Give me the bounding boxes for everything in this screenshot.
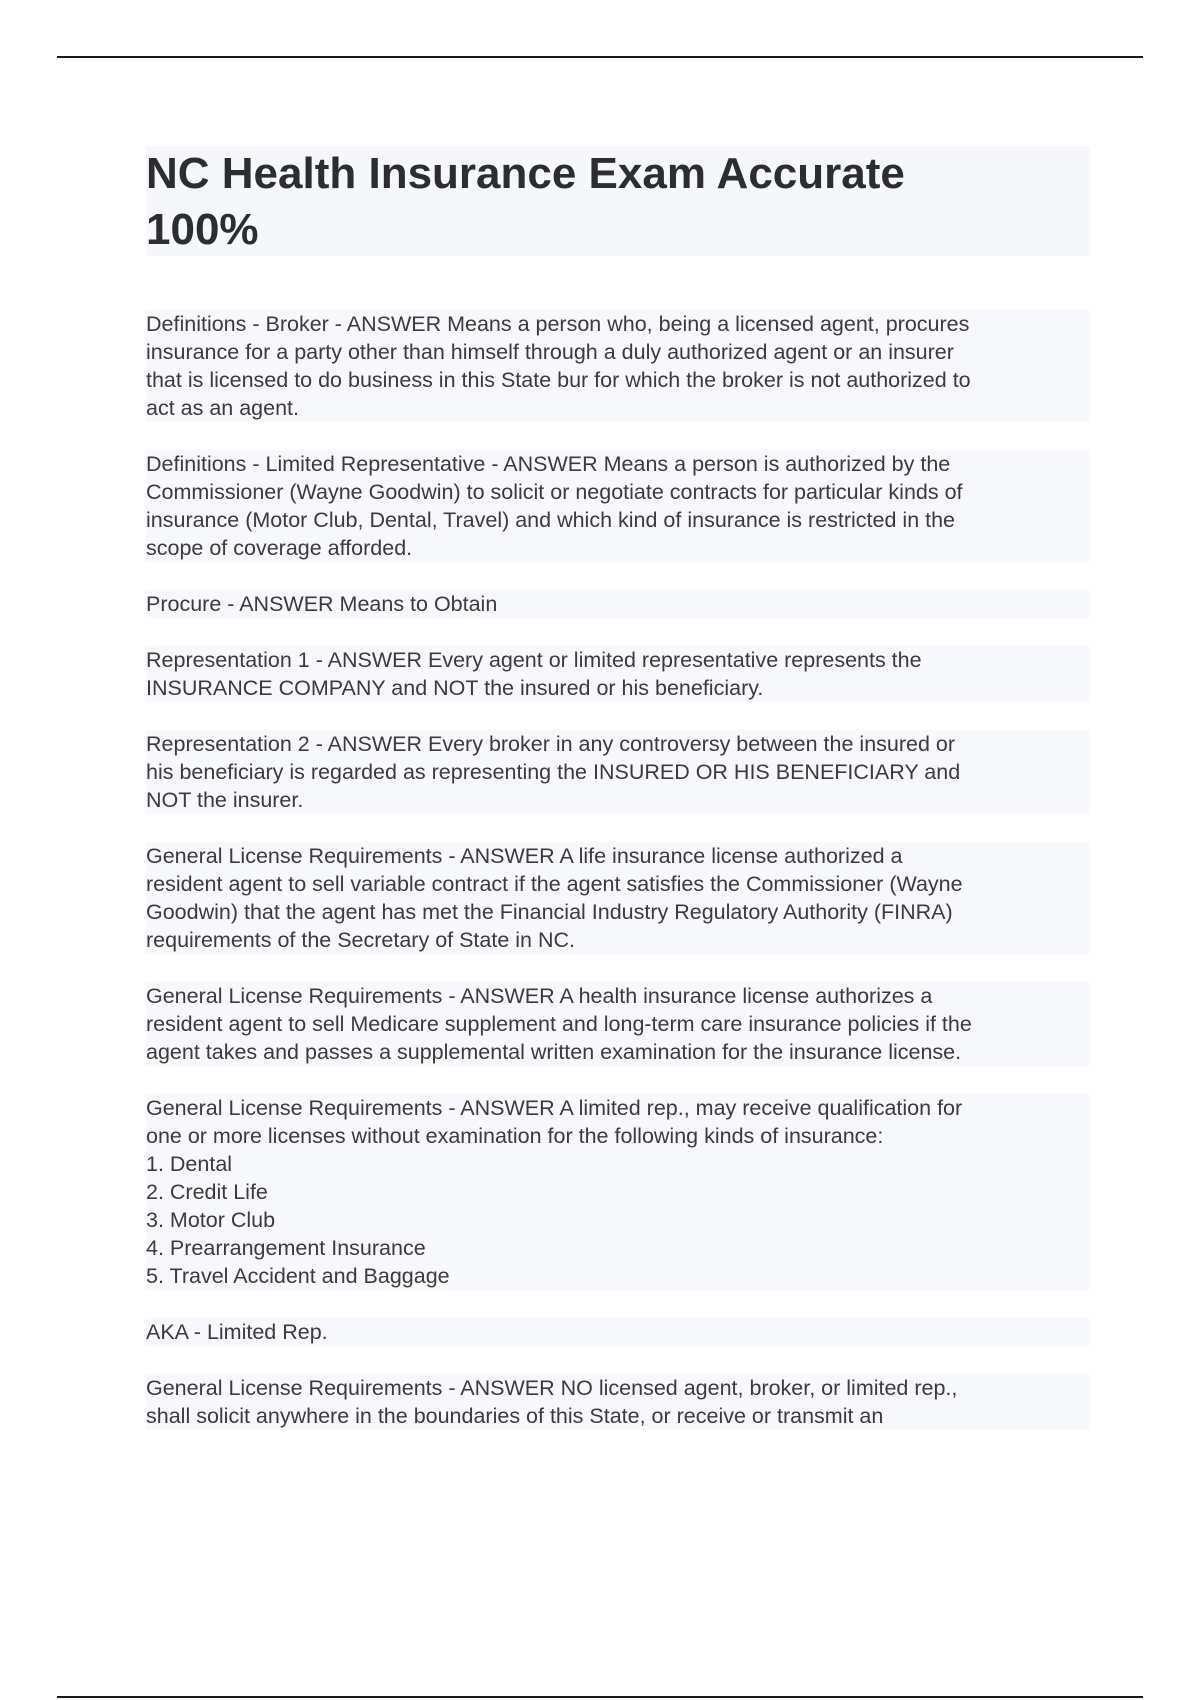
top-rule [57,56,1143,58]
qa-paragraph [146,982,1090,1066]
paragraph-line: Definitions - Broker - ANSWER Means a person who, being a licensed agent, procures [146,310,1090,338]
paragraph-line: AKA - Limited Rep. [146,1318,1090,1346]
qa-paragraph [146,842,1090,954]
qa-paragraph [146,1374,1090,1430]
paragraph-line: insurance for a party other than himself through a duly authorized agent or an insurer [146,338,1090,366]
paragraph-line: requirements of the Secretary of State in NC. [146,926,1090,954]
bottom-rule [57,1696,1143,1698]
title-block [146,146,1090,256]
paragraph-line: 5. Travel Accident and Baggage [146,1262,1090,1290]
qa-paragraph [146,730,1090,814]
paragraph-line: General License Requirements - ANSWER NO licensed agent, broker, or limited rep., [146,1374,1090,1402]
paragraph-line: agent takes and passes a supplemental written examination for the insurance license. [146,1038,1090,1066]
paragraph-line: Representation 1 - ANSWER Every agent or limited representative represents the [146,646,1090,674]
paragraph-line: General License Requirements - ANSWER A life insurance license authorized a [146,842,1090,870]
qa-paragraph [146,450,1090,562]
paragraph-line: scope of coverage afforded. [146,534,1090,562]
paragraph-line: Commissioner (Wayne Goodwin) to solicit or negotiate contracts for particular kinds of [146,478,1090,506]
qa-paragraph [146,1094,1090,1290]
paragraph-line: his beneficiary is regarded as representing the INSURED OR HIS BENEFICIARY and [146,758,1090,786]
paragraph-line: one or more licenses without examination for the following kinds of insurance: [146,1122,1090,1150]
paragraph-line: Definitions - Limited Representative - ANSWER Means a person is authorized by the [146,450,1090,478]
page-title [146,146,1090,258]
title-line: 100% [146,205,259,254]
paragraph-line: resident agent to sell Medicare supplement and long-term care insurance policies if the [146,1010,1090,1038]
paragraph-line: 3. Motor Club [146,1206,1090,1234]
qa-paragraph [146,646,1090,702]
qa-paragraph [146,590,1090,618]
paragraph-line: insurance (Motor Club, Dental, Travel) and which kind of insurance is restricted in the [146,506,1090,534]
paragraph-line: resident agent to sell variable contract if the agent satisfies the Commissioner (Wayne [146,870,1090,898]
paragraph-line: Goodwin) that the agent has met the Financial Industry Regulatory Authority (FINRA) [146,898,1090,926]
paragraph-line: 1. Dental [146,1150,1090,1178]
paragraph-line: NOT the insurer. [146,786,1090,814]
paragraph-line: General License Requirements - ANSWER A health insurance license authorizes a [146,982,1090,1010]
document-body [146,310,1090,1458]
paragraph-line: Representation 2 - ANSWER Every broker in any controversy between the insured or [146,730,1090,758]
qa-paragraph [146,1318,1090,1346]
title-line: NC Health Insurance Exam Accurate [146,149,905,198]
paragraph-line: Procure - ANSWER Means to Obtain [146,590,1090,618]
paragraph-line: INSURANCE COMPANY and NOT the insured or his beneficiary. [146,674,1090,702]
paragraph-line: 4. Prearrangement Insurance [146,1234,1090,1262]
paragraph-line: act as an agent. [146,394,1090,422]
paragraph-line: 2. Credit Life [146,1178,1090,1206]
paragraph-line: shall solicit anywhere in the boundaries of this State, or receive or transmit an [146,1402,1090,1430]
qa-paragraph [146,310,1090,422]
paragraph-line: that is licensed to do business in this State bur for which the broker is not authorized to [146,366,1090,394]
paragraph-line: General License Requirements - ANSWER A limited rep., may receive qualification for [146,1094,1090,1122]
